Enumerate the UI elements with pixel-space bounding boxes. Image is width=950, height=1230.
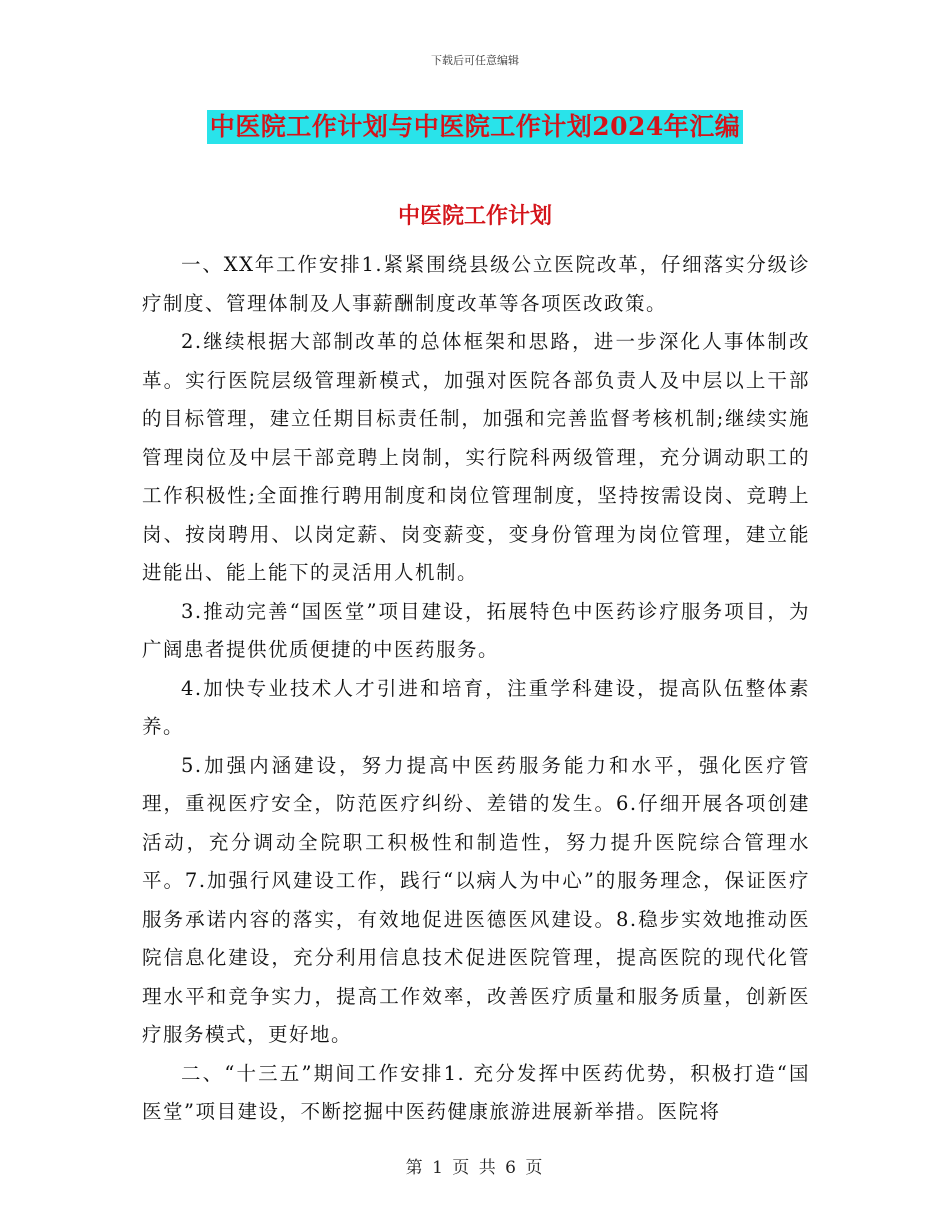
document-title-wrapper [0,110,950,144]
paragraph-1: 一、XX年工作安排1.紧紧围绕县级公立医院改革，仔细落实分级诊疗制度、管理体制及人事薪酬制度改革等各项医改政策。 [142,253,810,315]
document-title: 中医院工作计划与中医院工作计划2024年汇编 [207,110,744,144]
paragraph-5: 5.加强内涵建设，努力提高中医药服务能力和水平，强化医疗管理，重视医疗安全，防范医疗纠纷、差错的发生。6.仔细开展各项创建活动，充分调动全院职工积极性和制造性，努力提升医院综合管理水平。7.加强行风建设工作，践行“以病人为中心”的服务理念，保证医疗服务承诺内容的落实，有效地促进医德医风建设。8.稳步实效地推动医院信息化建设，充分利用信息技术促进医院管理，提高医院的现代化管理水平和竞争实力，提高工作效率，改善医疗质量和服务质量，创新医疗服务模式，更好地。 [142,753,810,1046]
paragraph-4: 4.加快专业技术人才引进和培育，注重学科建设，提高队伍整体素养。 [142,676,810,738]
document-body [142,246,810,1132]
paragraph-2: 2.继续根据大部制改革的总体框架和思路，进一步深化人事体制改革。实行医院层级管理新模式，加强对医院各部负责人及中层以上干部的目标管理，建立任期目标责任制，加强和完善监督考核机制;继续实施管理岗位及中层干部竞聘上岗制，实行院科两级管理，充分调动职工的工作积极性;全面推行聘用制度和岗位管理制度，坚持按需设岗、竞聘上岗、按岗聘用、以岗定薪、岗变薪变，变身份管理为岗位管理，建立能进能出、能上能下的灵活用人机制。 [142,330,810,584]
page-number-footer: 第 1 页 共 6 页 [405,1158,545,1178]
section-title: 中医院工作计划 [397,203,552,229]
paragraph-3: 3.推动完善“国医堂”项目建设，拓展特色中医药诊疗服务项目，为广阔患者提供优质便捷的中医药服务。 [142,599,810,661]
paragraph-6: 二、“十三五”期间工作安排1. 充分发挥中医药优势，积极打造“国医堂”项目建设，不断挖掘中医药健康旅游进展新举措。医院将 [142,1061,810,1123]
download-note: 下载后可任意编辑 [431,54,519,67]
